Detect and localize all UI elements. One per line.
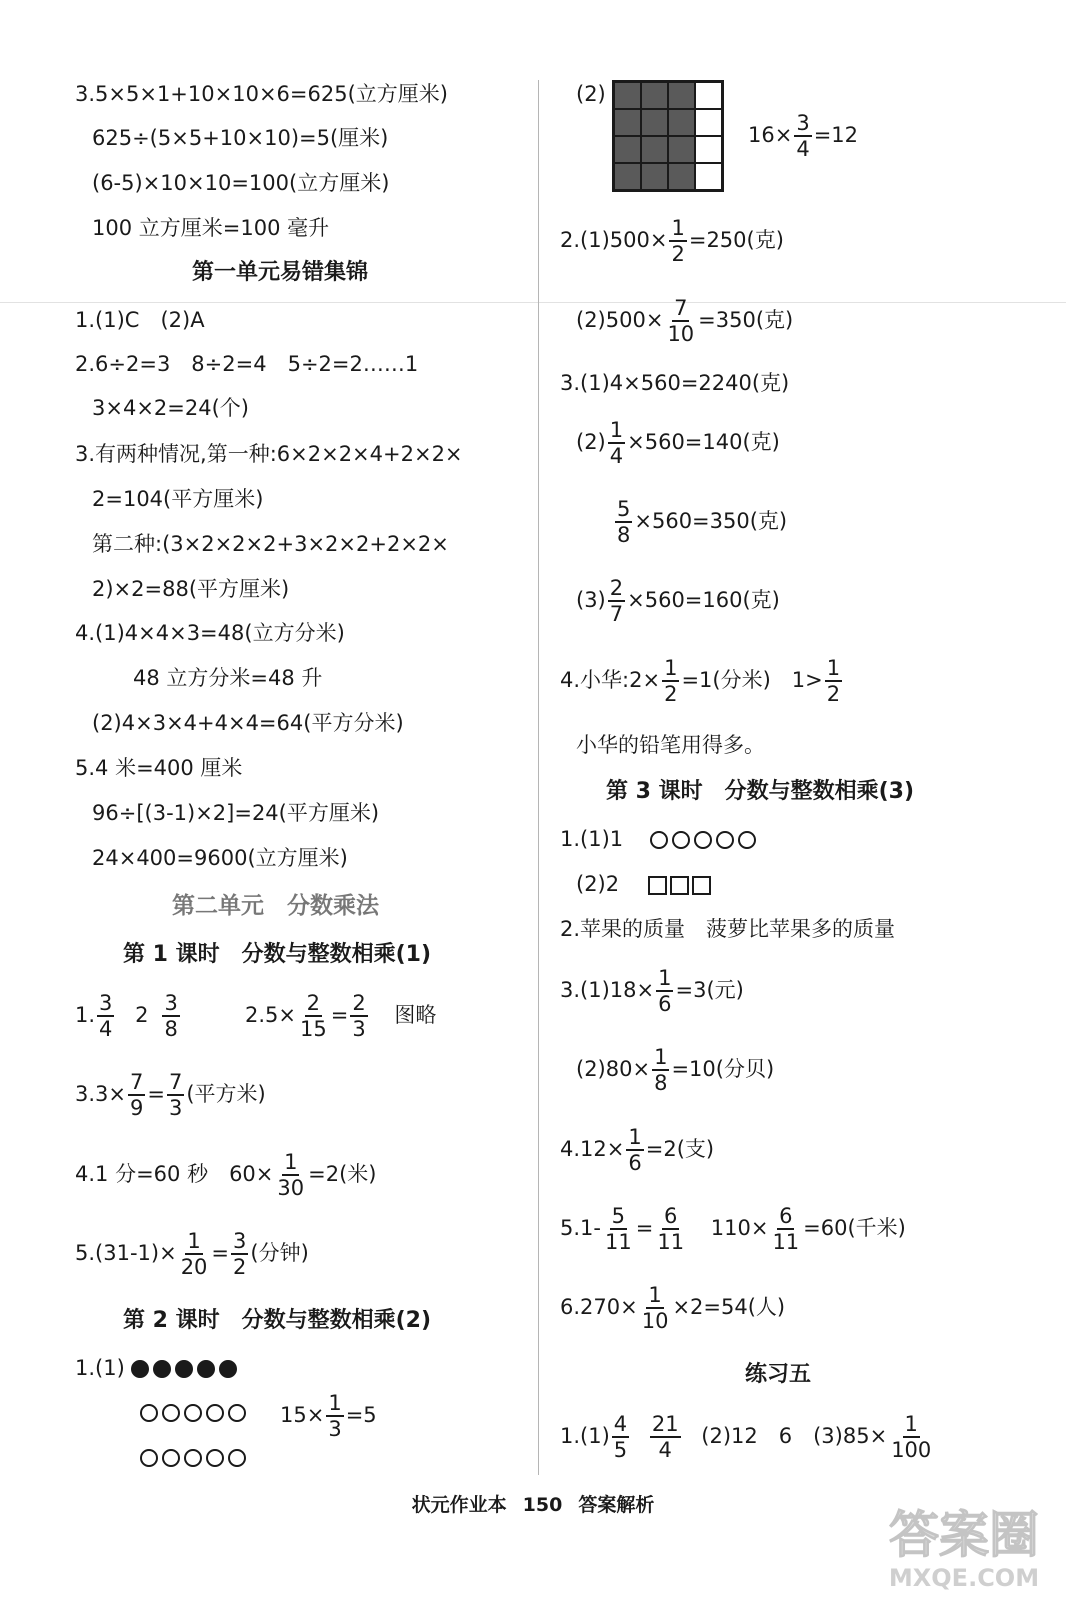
unit-heading: 第二单元 分数乘法: [172, 893, 379, 919]
answer-line: 2=104(平方厘米): [92, 487, 264, 511]
fraction: $\frac{7}{3}$: [168, 1070, 183, 1121]
answer-line: 3×4×2=24(个): [92, 396, 249, 420]
fraction: $\frac{5}{11}$: [604, 1204, 632, 1255]
answer-line: (2)2: [576, 874, 714, 895]
answer-line-fractions: 2.5× $\frac{2}{15}$ = $\frac{2}{3}$ 图略: [245, 991, 437, 1042]
page-number: 150: [522, 1494, 563, 1516]
answer-line: 2.苹果的质量 菠萝比苹果多的质量: [560, 917, 896, 941]
answer-line: 1.(1)1: [560, 829, 760, 850]
fraction: $\frac{3}{8}$: [164, 991, 178, 1042]
fraction: $\frac{1}{10}$: [641, 1283, 669, 1334]
answer-line-fractions: 16× $\frac{3}{4}$ =12: [748, 111, 859, 162]
empty-square-icon: [648, 876, 667, 895]
fraction: $\frac{2}{15}$: [300, 991, 327, 1042]
empty-circle-icon: [206, 1449, 224, 1467]
empty-circle-icon: [184, 1404, 202, 1422]
watermark-text: 答案圈: [889, 1506, 1039, 1564]
fraction: $\frac{3}{4}$: [99, 991, 113, 1042]
answer-line-fractions: (3) $\frac{2}{7}$ ×560=160(克): [576, 576, 780, 627]
fraction: $\frac{3}{2}$: [233, 1229, 247, 1280]
empty-circle-icon: [206, 1404, 224, 1422]
fraction: $\frac{3}{4}$: [796, 111, 810, 162]
answer-line-fractions: $\frac{5}{8}$ ×560=350(克): [617, 497, 788, 548]
answer-line: 第二种:(3×2×2×2+3×2×2+2×2×: [92, 532, 449, 556]
fraction: $\frac{1}{2}$: [826, 656, 841, 707]
empty-circle-icon: [694, 831, 712, 849]
lesson-heading: 第 1 课时 分数与整数相乘(1): [123, 942, 432, 967]
filled-circle-icon: [175, 1360, 193, 1378]
exercise-heading: 练习五: [745, 1362, 812, 1387]
answer-line-fractions: (2)500× $\frac{7}{10}$ =350(克): [576, 296, 794, 347]
fraction: $\frac{1}{100}$: [891, 1412, 932, 1463]
fraction: $\frac{1}{30}$: [277, 1150, 305, 1201]
answer-line-fractions: 15× $\frac{1}{3}$ =5: [280, 1391, 377, 1442]
empty-circle-icon: [716, 831, 734, 849]
fraction: $\frac{1}{2}$: [664, 656, 678, 707]
fraction: $\frac{7}{9}$: [130, 1070, 144, 1121]
answer-line: (6-5)×10×10=100(立方厘米): [92, 171, 390, 195]
fraction: $\frac{1}{2}$: [671, 216, 685, 267]
empty-circle-icon: [228, 1449, 246, 1467]
empty-circle-icon: [184, 1449, 202, 1467]
empty-circle-icon: [650, 831, 668, 849]
fraction: $\frac{1}{20}$: [180, 1229, 208, 1280]
answer-line: 小华的铅笔用得多。: [576, 733, 765, 757]
answer-line: 5.4 米=400 厘米: [75, 756, 243, 780]
empty-circle-icon: [228, 1404, 246, 1422]
answer-line: 48 立方分米=48 升: [133, 666, 323, 690]
answer-line-fractions: 5.1- $\frac{5}{11}$ = $\frac{6}{11}$ 110× $\frac{6}{11}$ =60(千米): [560, 1204, 906, 1255]
watermark-url: MXQE.COM: [888, 1564, 1040, 1592]
answer-line: 1.(1): [75, 1358, 241, 1379]
empty-circle-icon: [140, 1449, 158, 1467]
answer-line-fractions: 4.12× $\frac{1}{6}$ =2(支): [560, 1125, 715, 1176]
answer-line: 3.有两种情况,第一种:6×2×2×4+2×2×: [75, 442, 463, 466]
answer-line-fractions: (2) $\frac{1}{4}$ ×560=140(克): [576, 418, 780, 469]
empty-circle-icon: [738, 831, 756, 849]
fraction: $\frac{1}{6}$: [628, 1125, 642, 1176]
answer-line: 2.6÷2=3 8÷2=4 5÷2=2……1: [75, 352, 419, 376]
empty-square-icon: [692, 876, 711, 895]
empty-circle-icon: [672, 831, 690, 849]
fraction: $\frac{5}{8}$: [617, 497, 631, 548]
fraction: $\frac{1}{4}$: [609, 418, 624, 469]
answer-line: 24×400=9600(立方厘米): [92, 846, 348, 870]
fraction: $\frac{4}{5}$: [613, 1412, 628, 1463]
watermark-logo: [874, 1490, 1054, 1594]
answer-line-fractions: 4.1 分=60 秒 60× $\frac{1}{30}$ =2(米): [75, 1150, 377, 1201]
answer-line: (2): [576, 82, 606, 106]
fraction: $\frac{6}{11}$: [657, 1204, 685, 1255]
answer-line: (2)4×3×4+4×4=64(平方分米): [92, 711, 404, 735]
shaded-grid-diagram: [612, 80, 724, 192]
answer-line-fractions: 1.(1) $\frac{4}{5}$ $\frac{21}{4}$ (2)12 6 (3)85× $\frac{1}{100}$: [560, 1412, 932, 1463]
answer-line: 2)×2=88(平方厘米): [92, 577, 290, 601]
answer-line-fractions: 3.(1)18× $\frac{1}{6}$ =3(元): [560, 966, 744, 1017]
answer-line-fractions: 4.小华:2× $\frac{1}{2}$ =1(分米) 1> $\frac{1}{2}$: [560, 656, 841, 707]
answer-line-fractions: 2.(1)500× $\frac{1}{2}$ =250(克): [560, 216, 784, 267]
faint-horizontal-rule: [0, 302, 1066, 303]
footer-section: 答案解析: [578, 1494, 655, 1516]
circle-row: [140, 1447, 250, 1468]
fraction: $\frac{1}{8}$: [654, 1045, 668, 1096]
book-title: 状元作业本: [411, 1494, 507, 1516]
empty-circle-icon: [162, 1449, 180, 1467]
fraction: $\frac{1}{3}$: [328, 1391, 342, 1442]
circle-row: [140, 1402, 250, 1423]
answer-line-fractions: 6.270× $\frac{1}{10}$ ×2=54(人): [560, 1283, 786, 1334]
filled-circle-icon: [219, 1360, 237, 1378]
answer-line-fractions: 5.(31-1)× $\frac{1}{20}$ = $\frac{3}{2}$ (分钟): [75, 1229, 309, 1280]
answer-line: 1.(1)C (2)A: [75, 308, 205, 332]
answer-line-fractions: (2)80× $\frac{1}{8}$ =10(分贝): [576, 1045, 775, 1096]
filled-circle-icon: [197, 1360, 215, 1378]
lesson-heading: 第 3 课时 分数与整数相乘(3): [606, 779, 915, 804]
answer-line-fractions: 3.3× $\frac{7}{9}$ = $\frac{7}{3}$ (平方米): [75, 1070, 266, 1121]
column-divider: [538, 80, 539, 1475]
filled-circle-icon: [131, 1360, 149, 1378]
empty-circle-icon: [162, 1404, 180, 1422]
answer-line: 625÷(5×5+10×10)=5(厘米): [92, 126, 389, 150]
answer-line: 4.(1)4×4×3=48(立方分米): [75, 621, 345, 645]
fraction: $\frac{21}{4}$: [651, 1412, 679, 1463]
fraction: $\frac{2}{3}$: [352, 991, 366, 1042]
section-heading: 第一单元易错集锦: [192, 260, 369, 285]
answer-line: 100 立方厘米=100 毫升: [92, 216, 330, 240]
fraction: $\frac{7}{10}$: [667, 296, 695, 347]
answer-line: 96÷[(3-1)×2]=24(平方厘米): [92, 801, 380, 825]
lesson-heading: 第 2 课时 分数与整数相乘(2): [123, 1308, 432, 1333]
fraction: $\frac{1}{6}$: [658, 966, 672, 1017]
fraction: $\frac{6}{11}$: [772, 1204, 800, 1255]
answer-line: 3.5×5×1+10×10×6=625(立方厘米): [75, 82, 448, 106]
empty-square-icon: [670, 876, 689, 895]
answer-line-fractions: 1. $\frac{3}{4}$ 2 $\frac{3}{8}$: [75, 991, 178, 1042]
answer-line: 3.(1)4×560=2240(克): [560, 371, 790, 395]
fraction: $\frac{2}{7}$: [609, 576, 624, 627]
empty-circle-icon: [140, 1404, 158, 1422]
filled-circle-icon: [153, 1360, 171, 1378]
